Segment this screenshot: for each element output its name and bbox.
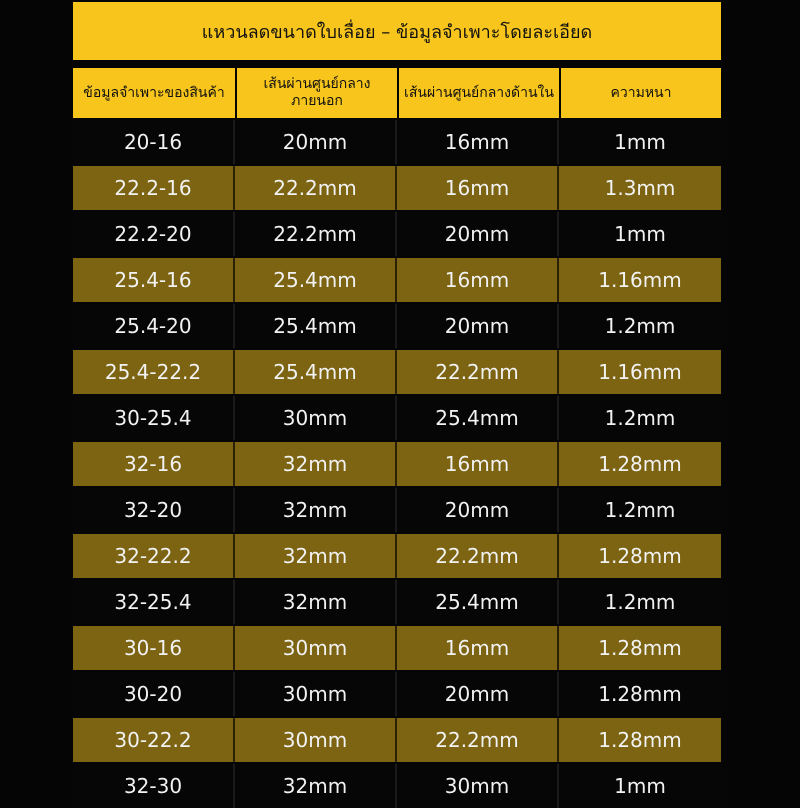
cell-spec: 25.4-16 xyxy=(73,258,235,302)
cell-thickness: 1.2mm xyxy=(559,304,721,348)
cell-thickness: 1.2mm xyxy=(559,580,721,624)
cell-outer-diameter: 22.2mm xyxy=(235,166,397,210)
cell-inner-diameter: 16mm xyxy=(397,120,559,164)
cell-outer-diameter: 20mm xyxy=(235,120,397,164)
cell-spec: 32-22.2 xyxy=(73,534,235,578)
cell-spec: 22.2-16 xyxy=(73,166,235,210)
table-row xyxy=(73,718,721,762)
table-row xyxy=(73,488,721,532)
cell-spec: 30-20 xyxy=(73,672,235,716)
cell-thickness: 1.16mm xyxy=(559,350,721,394)
cell-thickness: 1mm xyxy=(559,212,721,256)
cell-inner-diameter: 20mm xyxy=(397,488,559,532)
table-row xyxy=(73,396,721,440)
page-title: แหวนลดขนาดใบเลื่อย – ข้อมูลจำเพาะโดยละเอียด xyxy=(73,2,721,60)
table-row xyxy=(73,166,721,210)
cell-spec: 30-22.2 xyxy=(73,718,235,762)
cell-spec: 32-20 xyxy=(73,488,235,532)
table-row xyxy=(73,626,721,670)
cell-thickness: 1mm xyxy=(559,120,721,164)
cell-spec: 30-16 xyxy=(73,626,235,670)
cell-thickness: 1.16mm xyxy=(559,258,721,302)
cell-inner-diameter: 16mm xyxy=(397,166,559,210)
cell-outer-diameter: 32mm xyxy=(235,580,397,624)
cell-inner-diameter: 20mm xyxy=(397,304,559,348)
cell-thickness: 1mm xyxy=(559,764,721,808)
cell-thickness: 1.28mm xyxy=(559,718,721,762)
cell-outer-diameter: 25.4mm xyxy=(235,350,397,394)
cell-spec: 20-16 xyxy=(73,120,235,164)
cell-thickness: 1.28mm xyxy=(559,534,721,578)
cell-spec: 22.2-20 xyxy=(73,212,235,256)
table-row xyxy=(73,350,721,394)
header-thickness: ความหนา xyxy=(561,68,721,118)
cell-thickness: 1.2mm xyxy=(559,488,721,532)
cell-inner-diameter: 20mm xyxy=(397,672,559,716)
table-row xyxy=(73,212,721,256)
cell-outer-diameter: 25.4mm xyxy=(235,258,397,302)
cell-spec: 30-25.4 xyxy=(73,396,235,440)
table-row xyxy=(73,534,721,578)
cell-outer-diameter: 30mm xyxy=(235,396,397,440)
cell-spec: 32-16 xyxy=(73,442,235,486)
table-row xyxy=(73,442,721,486)
cell-inner-diameter: 30mm xyxy=(397,764,559,808)
cell-inner-diameter: 25.4mm xyxy=(397,396,559,440)
table-row xyxy=(73,672,721,716)
cell-thickness: 1.28mm xyxy=(559,442,721,486)
cell-thickness: 1.2mm xyxy=(559,396,721,440)
cell-thickness: 1.28mm xyxy=(559,672,721,716)
cell-outer-diameter: 30mm xyxy=(235,626,397,670)
cell-outer-diameter: 22.2mm xyxy=(235,212,397,256)
cell-spec: 32-25.4 xyxy=(73,580,235,624)
cell-outer-diameter: 30mm xyxy=(235,672,397,716)
cell-outer-diameter: 32mm xyxy=(235,442,397,486)
cell-outer-diameter: 32mm xyxy=(235,488,397,532)
table-row xyxy=(73,304,721,348)
table-row xyxy=(73,580,721,624)
cell-inner-diameter: 22.2mm xyxy=(397,350,559,394)
cell-inner-diameter: 16mm xyxy=(397,626,559,670)
cell-outer-diameter: 25.4mm xyxy=(235,304,397,348)
cell-inner-diameter: 16mm xyxy=(397,258,559,302)
cell-thickness: 1.28mm xyxy=(559,626,721,670)
table-row xyxy=(73,120,721,164)
header-outer-diameter: เส้นผ่านศูนย์กลางภายนอก xyxy=(237,68,397,118)
cell-inner-diameter: 22.2mm xyxy=(397,534,559,578)
table-row xyxy=(73,258,721,302)
cell-outer-diameter: 32mm xyxy=(235,764,397,808)
cell-thickness: 1.3mm xyxy=(559,166,721,210)
cell-inner-diameter: 22.2mm xyxy=(397,718,559,762)
cell-outer-diameter: 32mm xyxy=(235,534,397,578)
cell-inner-diameter: 25.4mm xyxy=(397,580,559,624)
header-inner-diameter: เส้นผ่านศูนย์กลางด้านใน xyxy=(399,68,559,118)
cell-spec: 25.4-22.2 xyxy=(73,350,235,394)
cell-outer-diameter: 30mm xyxy=(235,718,397,762)
table-row xyxy=(73,764,721,808)
cell-inner-diameter: 16mm xyxy=(397,442,559,486)
spec-table xyxy=(73,118,721,808)
cell-inner-diameter: 20mm xyxy=(397,212,559,256)
table-header xyxy=(73,68,721,118)
cell-spec: 32-30 xyxy=(73,764,235,808)
header-spec: ข้อมูลจำเพาะของสินค้า xyxy=(73,68,235,118)
cell-spec: 25.4-20 xyxy=(73,304,235,348)
